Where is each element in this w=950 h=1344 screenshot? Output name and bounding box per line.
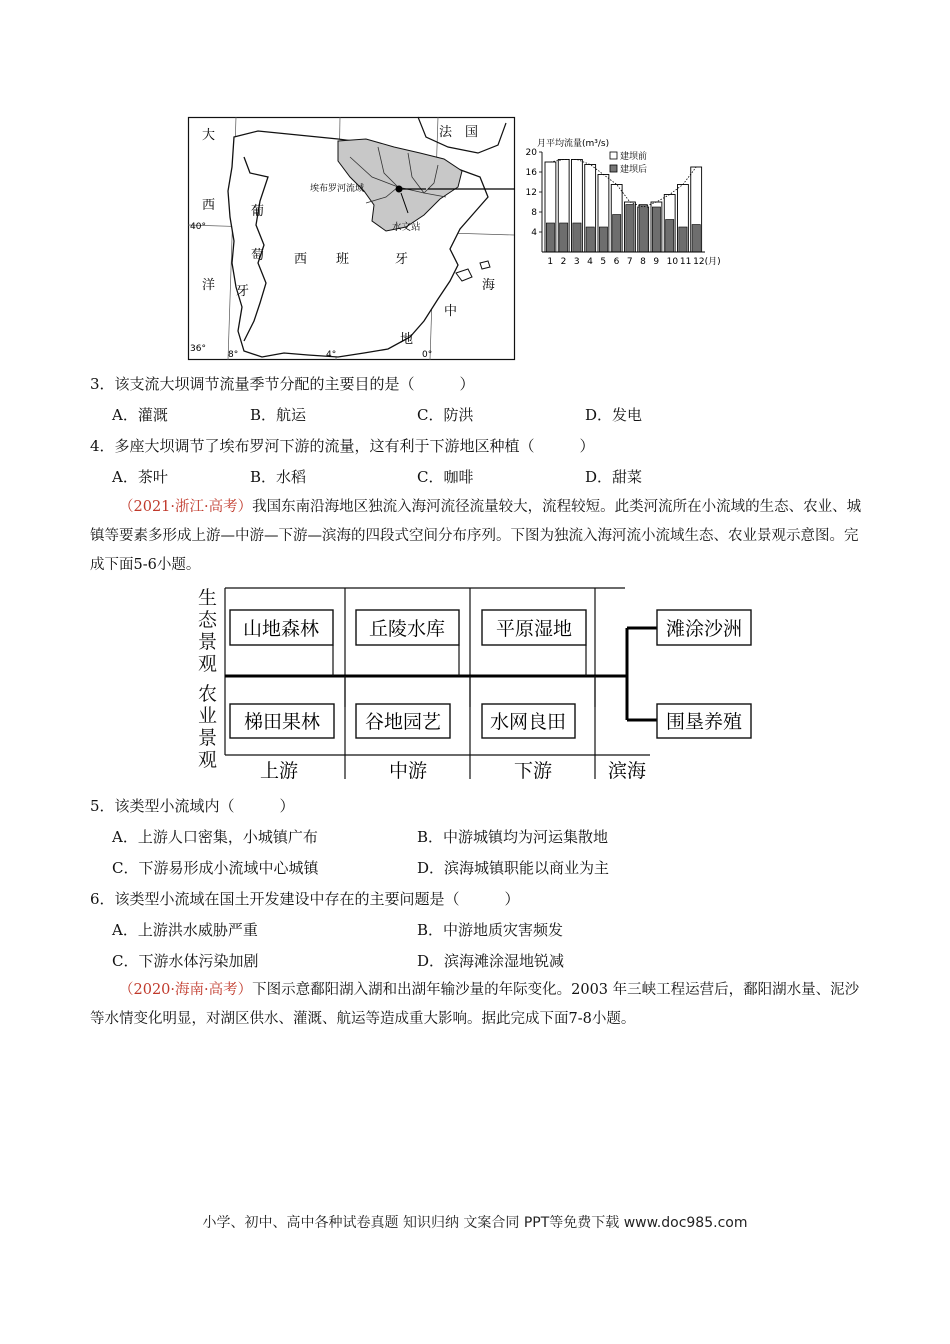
side-label-bottom: 景 <box>198 727 218 749</box>
x-tick-label: 3 <box>573 257 580 267</box>
x-tick-label: 5 <box>600 257 607 267</box>
box-label: 丘陵水库 <box>368 618 446 640</box>
box-label: 水网良田 <box>489 711 567 733</box>
map-label: 班 <box>336 252 350 267</box>
map-label: 洋 <box>202 278 216 293</box>
bar-after <box>546 223 554 252</box>
box-label: 谷地园艺 <box>364 711 442 733</box>
question-5-stem: 5．该类型小流域内（ ） <box>90 797 295 815</box>
x-tick-label: 6 <box>613 257 620 267</box>
bar-after <box>586 227 594 252</box>
q5-option-d[interactable]: D．滨海城镇职能以商业为主 <box>417 859 610 877</box>
section-labels <box>260 760 646 782</box>
bar-after <box>599 227 607 252</box>
intro-text: 我国东南沿海地区独流入海河流径流量较大，流程较短。此类河流所在小流域的生态、农业、城镇等要素多形成上游—中游—下游—滨海的四段式空间分布序列。下图为独流入海河流小流域生态、农业景观示意图。完成下面5-6小题。 <box>90 499 862 573</box>
intro-text: 下图示意鄱阳湖入湖和出湖年输沙量的年际变化。2003 年三峡工程运营后，鄱阳湖水量、泥沙等水情变化明显，对湖区供水、灌溉、航运等造成重大影响。据此完成下面7-8小题。 <box>90 982 860 1027</box>
map-label: 大 <box>202 128 216 143</box>
box-label: 梯田果林 <box>243 711 321 733</box>
top-boxes <box>230 610 751 645</box>
lon-label: 8° <box>228 350 239 360</box>
q6-option-b[interactable]: B．中游地质灾害频发 <box>417 921 564 939</box>
chart-title: 月平均流量(m³/s) <box>537 139 610 149</box>
q3-option-b[interactable]: B．航运 <box>250 406 307 424</box>
q6-option-d[interactable]: D．滨海滩涂湿地锐减 <box>417 952 565 970</box>
x-tick-label: 12(月) <box>693 257 721 267</box>
coast-branch-arms <box>627 628 657 720</box>
intro-paragraph-2020 <box>90 976 862 1034</box>
y-tick-label: 20 <box>525 148 537 158</box>
iberia-map <box>188 117 515 360</box>
side-label-top: 态 <box>198 609 218 631</box>
legend-swatch-before <box>610 152 617 159</box>
bar-after <box>573 223 581 252</box>
bottom-boxes <box>230 704 751 738</box>
station-label: 水文站 <box>392 222 421 233</box>
x-tick-label: 8 <box>640 257 646 267</box>
x-tick-label: 11 <box>679 257 692 267</box>
q3-option-c[interactable]: C．防洪 <box>417 406 474 424</box>
map-label: 海 <box>482 278 496 293</box>
question-3-stem: 3．该支流大坝调节流量季节分配的主要目的是（ ） <box>90 375 475 393</box>
side-label-top: 观 <box>198 653 218 675</box>
lat-label: 36° <box>190 344 206 354</box>
question-4-stem: 4．多座大坝调节了埃布罗河下游的流量，这有利于下游地区种植（ ） <box>90 437 595 455</box>
bar-after <box>652 207 660 252</box>
section-label-upstream: 上游 <box>259 760 299 782</box>
lon-label: 4° <box>326 350 337 360</box>
x-axis <box>542 252 721 267</box>
page-footer: 小学、初中、高中各种试卷真题 知识归纳 文案合同 PPT等免费下载 www.doc985.com <box>202 1215 748 1231</box>
bar-after <box>679 227 687 252</box>
q6-option-a[interactable]: A．上游洪水威胁严重 <box>112 921 258 939</box>
source-tag: （2021·浙江·高考） <box>119 499 253 515</box>
x-tick-label: 10 <box>666 257 679 267</box>
map-label: 法 国 <box>439 125 479 140</box>
monthly-flow-chart <box>515 135 721 270</box>
map-label: 牙 <box>236 284 250 299</box>
map-label: 葡 <box>251 204 265 219</box>
question-6-stem: 6．该类型小流域在国土开发建设中存在的主要问题是（ ） <box>90 890 520 908</box>
y-tick-label: 8 <box>531 208 537 218</box>
side-label-bottom: 业 <box>198 705 218 727</box>
lat-label: 40° <box>190 222 206 232</box>
bar-after <box>692 225 700 253</box>
q3-option-d[interactable]: D．发电 <box>585 406 643 424</box>
y-tick-label: 12 <box>525 188 537 198</box>
q4-option-b[interactable]: B．水稻 <box>250 468 307 486</box>
map-label: 西 <box>294 252 308 267</box>
legend-label-before: 建坝前 <box>620 152 648 162</box>
q4-option-d[interactable]: D．甜菜 <box>585 468 643 486</box>
map-label: 牙 <box>395 252 409 267</box>
landscape-diagram <box>195 583 760 783</box>
x-tick-label: 7 <box>626 257 633 267</box>
q5-option-c[interactable]: C．下游易形成小流域中心城镇 <box>112 859 319 877</box>
x-tick-label: 1 <box>547 257 554 267</box>
q4-option-a[interactable]: A．茶叶 <box>112 468 168 486</box>
side-label-bottom: 观 <box>198 749 218 771</box>
legend-swatch-after <box>610 165 617 172</box>
source-tag: （2020·海南·高考） <box>119 982 253 998</box>
q5-option-b[interactable]: B．中游城镇均为河运集散地 <box>417 828 609 846</box>
side-labels <box>198 587 218 771</box>
y-axis <box>526 148 542 252</box>
x-tick-label: 4 <box>587 257 593 267</box>
map-label: 萄 <box>251 248 265 263</box>
q3-option-a[interactable]: A．灌溉 <box>112 406 168 424</box>
legend-label-after: 建坝后 <box>620 165 648 175</box>
chart-legend <box>610 150 647 175</box>
basin-label: 埃布罗河流域 <box>310 184 365 194</box>
bar-after <box>626 205 634 253</box>
box-label: 围垦养殖 <box>665 711 743 733</box>
x-tick-label: 9 <box>653 257 660 267</box>
map-label: 地 <box>400 332 414 347</box>
bar-after <box>639 205 647 253</box>
section-label-midstream: 中游 <box>388 760 428 782</box>
box-label: 山地森林 <box>242 618 320 640</box>
side-label-top: 景 <box>198 631 218 653</box>
intro-paragraph-2021 <box>90 493 862 580</box>
q6-option-c[interactable]: C．下游水体污染加剧 <box>112 952 259 970</box>
bar-after <box>666 220 674 253</box>
box-label: 平原湿地 <box>495 618 573 640</box>
bar-after <box>560 223 568 252</box>
bar-after <box>613 215 621 253</box>
lon-label: 0° <box>422 350 433 360</box>
station-dot <box>396 186 403 193</box>
side-label-bottom: 农 <box>198 683 218 705</box>
section-label-coastal: 滨海 <box>607 760 647 782</box>
y-tick-label: 16 <box>525 168 537 178</box>
q5-option-a[interactable]: A．上游人口密集，小城镇广布 <box>112 828 318 846</box>
section-label-downstream: 下游 <box>513 760 553 782</box>
x-tick-label: 2 <box>560 257 567 267</box>
box-label: 滩涂沙洲 <box>665 618 743 640</box>
q4-option-c[interactable]: C．咖啡 <box>417 468 474 486</box>
side-label-top: 生 <box>198 587 218 609</box>
map-label: 中 <box>444 304 458 319</box>
map-label: 西 <box>202 198 216 213</box>
y-tick-label: 4 <box>531 228 537 238</box>
